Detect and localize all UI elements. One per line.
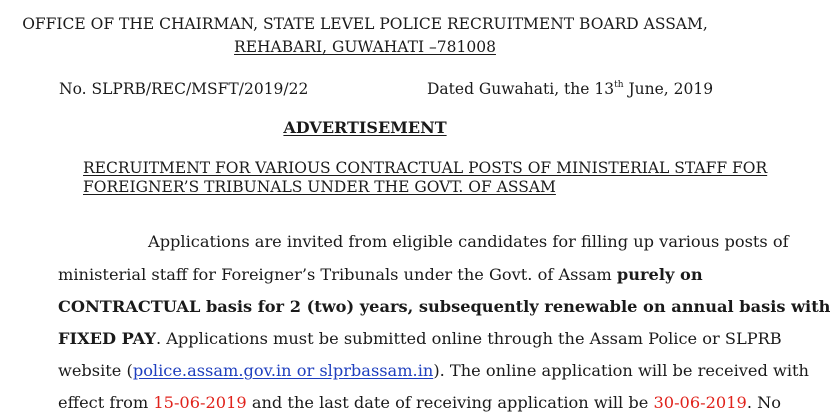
body-line-4 <box>58 329 782 348</box>
body-line-2-text: ministerial staff for Foreigner’s Tribunals under the Govt. of Assam <box>58 265 617 284</box>
last-date: 30-06-2019 <box>653 393 747 412</box>
subject-line2-text: FOREIGNER’S TRIBUNALS UNDER THE GOVT. OF ASSAM <box>83 178 556 196</box>
body-line-3: CONTRACTUAL basis for 2 (two) years, subsequently renewable on annual basis with <box>58 297 830 316</box>
body-line-5-text-a: website ( <box>58 361 133 380</box>
subject-line2 <box>83 177 556 197</box>
body-line-5-text-b: ). The online application will be received with <box>433 361 809 380</box>
subject-line1 <box>83 158 767 178</box>
office-header-line2 <box>0 37 730 57</box>
start-date: 15-06-2019 <box>153 393 247 412</box>
office-header-line1: OFFICE OF THE CHAIRMAN, STATE LEVEL POLICE RECRUITMENT BOARD ASSAM, <box>22 15 708 33</box>
date-suffix: June, 2019 <box>623 80 714 98</box>
body-line-5 <box>58 361 809 380</box>
office-address: REHABARI, GUWAHATI –781008 <box>234 38 496 56</box>
advertisement-heading-text: ADVERTISEMENT <box>283 118 447 137</box>
advertisement-heading <box>0 118 730 138</box>
body-line-6-text-c: . No <box>746 393 782 412</box>
body-line-6-text-b: and the last date of receiving application will be <box>246 393 654 412</box>
body-line-2 <box>58 265 703 284</box>
body-line-6-text-a: effect from <box>58 393 154 412</box>
body-line-6 <box>58 393 782 412</box>
fixed-pay-text: FIXED PAY <box>58 329 156 348</box>
dated-line <box>427 79 713 99</box>
date-sup: th <box>614 80 624 90</box>
body-line-1: Applications are invited from eligible candidates for filling up various posts of <box>148 232 789 251</box>
website-link[interactable]: police.assam.gov.in or slprbassam.in <box>132 361 434 380</box>
body-line-4-text: . Applications must be submitted online through the Assam Police or SLPRB <box>155 329 782 348</box>
subject-line1-text: RECRUITMENT FOR VARIOUS CONTRACTUAL POSTS OF MINISTERIAL STAFF FOR <box>83 159 768 177</box>
reference-number: No. SLPRB/REC/MSFT/2019/22 <box>59 80 309 98</box>
date-prefix: Dated Guwahati, the 13 <box>427 80 615 98</box>
body-line-2-bold: purely on <box>616 265 703 284</box>
